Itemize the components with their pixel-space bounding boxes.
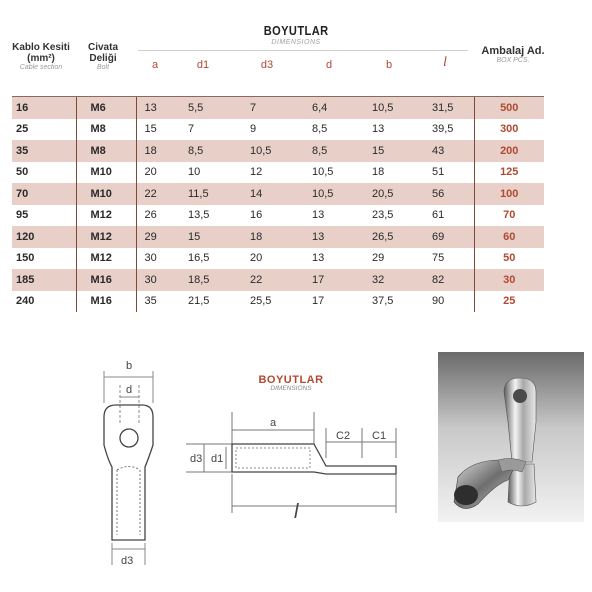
cell-cable: 16 (12, 97, 76, 119)
col-header-cable-unit: (mm²) (27, 53, 55, 64)
col-header-cable (6, 42, 76, 72)
table-row (12, 119, 544, 141)
table-row (12, 226, 544, 248)
table-row (12, 269, 544, 291)
cell-l: 82 (424, 269, 474, 291)
cell-d1: 11,5 (180, 183, 242, 205)
cell-box: 60 (474, 226, 544, 248)
cell-d1: 13,5 (188, 209, 210, 222)
col-header-l: l (443, 55, 447, 70)
cell-d3: 25,5 (250, 295, 272, 308)
cell-a: 18 (136, 140, 180, 162)
front-label-d: d (126, 384, 133, 396)
side-label-a: a (270, 417, 277, 429)
cell-d: 10,5 (312, 166, 334, 179)
cell-d1: 21,5 (188, 295, 210, 308)
side-label-d1: d1 (211, 453, 224, 465)
col-header-b: b (385, 59, 393, 71)
col-header-pack (468, 46, 558, 65)
cell-b: 13 (372, 123, 385, 136)
cell-box: 30 (474, 269, 544, 291)
cell-b: 29 (372, 252, 385, 265)
cell-bolt: M16 (76, 291, 136, 313)
front-view-drawing (90, 355, 170, 570)
cell-cable: 150 (12, 248, 76, 270)
cell-bolt: M10 (76, 183, 136, 205)
table-row (12, 205, 544, 227)
side-label-c2: C2 (336, 430, 351, 442)
cell-cable: 120 (12, 226, 76, 248)
side-label-d3: d3 (190, 453, 203, 465)
col-header-pack-label: Ambalaj Ad. (481, 45, 545, 57)
col-header-cable-en: Cable section (19, 64, 63, 71)
cell-box: 70 (474, 205, 544, 227)
cell-bolt: M6 (76, 97, 136, 119)
cell-d: 13 (312, 209, 325, 222)
cell-cable: 25 (12, 119, 76, 141)
cell-d3: 10,5 (242, 140, 304, 162)
cell-l: 39,5 (432, 123, 454, 136)
cell-bolt: M10 (76, 162, 136, 184)
col-header-d: d (325, 59, 333, 71)
cell-b: 20,5 (364, 183, 424, 205)
cell-b: 15 (364, 140, 424, 162)
cell-a: 29 (136, 226, 180, 248)
cell-bolt: M8 (76, 119, 136, 141)
col-header-cable-label: Kablo Kesiti (12, 42, 70, 53)
cell-l: 61 (432, 209, 445, 222)
cell-cable: 70 (12, 183, 76, 205)
side-label-l: l (294, 501, 299, 523)
cell-l: 75 (432, 252, 445, 265)
cell-box: 200 (474, 140, 544, 162)
dimensions-subtitle: DIMENSIONS (271, 39, 321, 46)
front-label-d3: d3 (121, 555, 134, 567)
cell-d: 8,5 (304, 140, 364, 162)
col-header-d1: d1 (196, 59, 210, 71)
cell-d1: 15 (180, 226, 242, 248)
cell-b: 37,5 (372, 295, 394, 308)
drawing-title: BOYUTLAR (258, 374, 324, 386)
cell-b: 23,5 (372, 209, 394, 222)
cell-d3: 18 (242, 226, 304, 248)
cell-cable: 185 (12, 269, 76, 291)
product-photo (438, 352, 584, 522)
cell-d3: 9 (250, 123, 257, 136)
cell-cable: 35 (12, 140, 76, 162)
cell-bolt: M12 (76, 248, 136, 270)
cell-d3: 12 (250, 166, 263, 179)
col-header-bolt-label: Civata (87, 42, 118, 53)
cell-bolt: M12 (76, 205, 136, 227)
cell-b: 10,5 (364, 97, 424, 119)
table-row (12, 140, 544, 162)
cell-cable: 95 (12, 205, 76, 227)
cell-d1: 5,5 (180, 97, 242, 119)
cell-d1: 8,5 (180, 140, 242, 162)
cell-box: 125 (474, 162, 544, 184)
drawing-heading (236, 374, 346, 392)
header-divider (138, 50, 468, 51)
cell-d1: 18,5 (180, 269, 242, 291)
dimensions-heading (0, 22, 592, 46)
cell-d1: 16,5 (188, 252, 210, 265)
cell-bolt: M8 (76, 140, 136, 162)
cell-box: 25 (474, 291, 544, 313)
col-header-d3: d3 (260, 59, 274, 71)
cell-l: 90 (432, 295, 445, 308)
cell-bolt: M12 (76, 226, 136, 248)
table-row (12, 97, 544, 119)
col-header-bolt (78, 42, 128, 72)
col-header-pack-en: BOX PCS. (496, 57, 530, 64)
cell-l: 31,5 (424, 97, 474, 119)
table-row (12, 248, 544, 270)
cell-d3: 22 (242, 269, 304, 291)
cell-b: 26,5 (364, 226, 424, 248)
cell-d1: 7 (188, 123, 195, 136)
side-view-drawing (186, 408, 412, 523)
col-header-bolt-label2: Deliği (89, 53, 117, 64)
cell-cable: 240 (12, 291, 76, 313)
col-header-a: a (151, 59, 159, 71)
front-label-b: b (126, 360, 133, 372)
cell-a: 30 (136, 269, 180, 291)
cell-d: 10,5 (304, 183, 364, 205)
cell-a: 13 (136, 97, 180, 119)
cell-l: 51 (432, 166, 445, 179)
dimensions-title: BOYUTLAR (263, 23, 329, 38)
cell-d: 8,5 (312, 123, 328, 136)
cell-d: 17 (304, 269, 364, 291)
cell-a: 30 (144, 252, 157, 265)
cell-d1: 10 (188, 166, 201, 179)
cell-bolt: M16 (76, 269, 136, 291)
cell-b: 18 (372, 166, 385, 179)
col-header-bolt-en: Bolt (96, 64, 110, 71)
cell-a: 26 (144, 209, 157, 222)
cell-d3: 16 (250, 209, 263, 222)
cell-d3: 20 (250, 252, 263, 265)
cell-d3: 14 (242, 183, 304, 205)
cell-d: 13 (312, 252, 325, 265)
cell-d: 17 (312, 295, 325, 308)
cell-a: 15 (144, 123, 157, 136)
cell-box: 500 (474, 97, 544, 119)
cell-d: 6,4 (304, 97, 364, 119)
cell-l: 69 (424, 226, 474, 248)
cell-l: 43 (424, 140, 474, 162)
cell-d3: 7 (242, 97, 304, 119)
drawing-subtitle: DIMENSIONS (270, 385, 312, 392)
cell-d: 13 (304, 226, 364, 248)
table-row (12, 291, 544, 313)
side-label-c1: C1 (372, 430, 387, 442)
cell-a: 22 (136, 183, 180, 205)
cell-a: 35 (144, 295, 157, 308)
table-row (12, 183, 544, 205)
cell-l: 56 (424, 183, 474, 205)
cell-box: 50 (474, 248, 544, 270)
cell-box: 300 (474, 119, 544, 141)
cell-box: 100 (474, 183, 544, 205)
cell-a: 20 (144, 166, 157, 179)
cell-cable: 50 (12, 162, 76, 184)
dimensions-table (12, 97, 544, 312)
cell-b: 32 (364, 269, 424, 291)
table-row (12, 162, 544, 184)
